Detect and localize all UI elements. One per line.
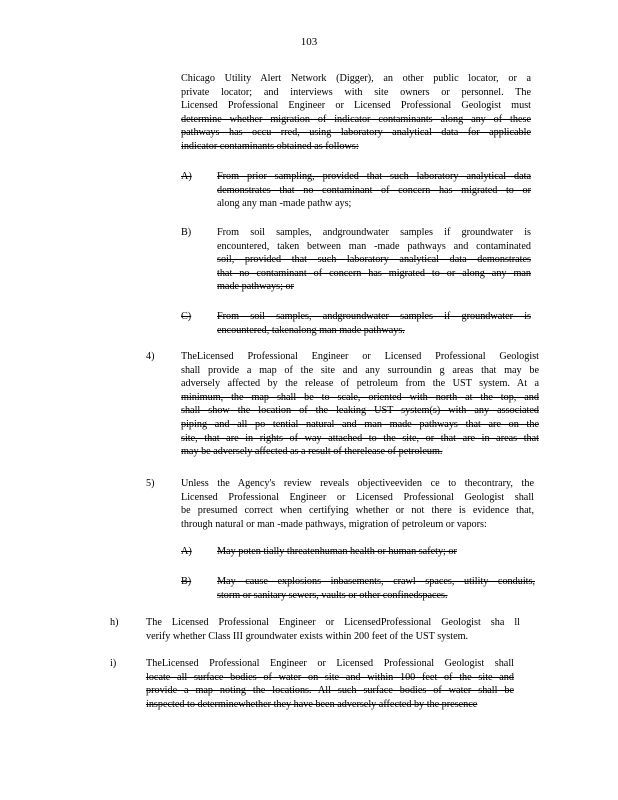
text-line: pathways has occu rred, using laboratory analytical data for applicable	[181, 127, 531, 139]
text-line: provide a map noting the locations. All such surface bodies of water shall be	[146, 685, 514, 697]
text-line: From soil samples, andgroundwater samples if groundwater is	[217, 311, 531, 322]
text-line: site, that are in rights of way attached to the site, or that are in areas that	[181, 432, 539, 444]
text-line: Unless the Agency's review reveals objectiveeviden ce to thecontrary, the	[181, 478, 534, 489]
text-line: storm or sanitary sewers, vaults or other confinedspaces.	[217, 589, 448, 601]
text-line: made pathways; or	[217, 281, 294, 293]
item-label-4: 4)	[146, 351, 155, 362]
text-line: locate all surface bodies of water on site and within 100 feet of the site and	[146, 671, 514, 683]
text-line: From soil samples, andgroundwater samples if groundwater is	[217, 227, 531, 238]
sublist-label-a: A)	[181, 546, 192, 557]
text-line: Licensed Professional Engineer or Licensed Professional Geologist must	[181, 100, 531, 112]
text-line: indicator contaminants obtained as follows:	[181, 140, 359, 152]
list-item-text	[217, 170, 531, 211]
text-line: Licensed Professional Engineer or Licensed Professional Geologist shall	[181, 491, 534, 503]
text-line: encountered, takenalong man made pathways.	[217, 324, 405, 336]
text-line: May cause explosions inbasements, crawl spaces, utility conduits,	[217, 576, 535, 587]
text-line: through natural or man -made pathways, migration of petroleum or vapors:	[181, 518, 487, 530]
item-h-paragraph	[146, 616, 520, 643]
text-line: along any man -made pathw ays;	[217, 198, 352, 210]
list-item-text	[217, 226, 531, 294]
text-line: shall show the location of the leaking UST system(s) with any associated	[181, 405, 539, 417]
text-line: piping and all po tential natural and man made pathways that are on the	[181, 418, 539, 430]
text-line: Chicago Utility Alert Network (Digger), an other public locator, or a	[181, 73, 531, 84]
text-line: determine whether migration of indicator contaminants along any of these	[181, 113, 531, 125]
text-line: soil, provided that such laboratory analytical data demonstrates	[217, 254, 531, 266]
text-line: TheLicensed Professional Engineer or Licensed Professional Geologist shall	[146, 658, 514, 669]
text-line: be presumed correct when certifying whether or not there is evidence that,	[181, 505, 534, 517]
text-line: shall provide a map of the site and any surroundin g areas that may be	[181, 364, 539, 376]
text-line: adversely affected by the release of petroleum from the UST system. At a	[181, 378, 539, 390]
intro-paragraph	[181, 72, 531, 154]
page-number: 103	[300, 36, 318, 48]
sublist-item-text	[217, 575, 535, 602]
text-line: TheLicensed Professional Engineer or Licensed Professional Geologist	[181, 351, 539, 362]
text-line: demonstrates that no contaminant of concern has migrated to or	[217, 184, 531, 196]
item-label-h: h)	[110, 617, 119, 628]
text-line: encountered, taken between man -made pathways and contaminated	[217, 240, 531, 252]
text-line: The Licensed Professional Engineer or LicensedProfessional Geologist sha ll	[146, 617, 520, 628]
list-label-a: A)	[181, 171, 192, 182]
text-line: private locator; and interviews with site owners or personnel. The	[181, 86, 531, 98]
sublist-item-text	[217, 545, 535, 559]
item-i-paragraph	[146, 657, 514, 711]
text-line: inspected to determinewhether they have been adversely affected by the presence	[146, 698, 478, 710]
text-line: verify whether Class III groundwater exists within 200 feet of the UST system.	[146, 630, 469, 642]
text-line: that no contaminant of concern has migrated to or along any man	[217, 267, 531, 279]
text-line: may be adversely affected as a result of therelease of petroleum.	[181, 446, 443, 458]
text-line: From prior sampling, provided that such laboratory analytical data	[217, 171, 531, 182]
item-label-5: 5)	[146, 478, 155, 489]
text-line: May poten tially threatenhuman health or human safety; or	[217, 546, 457, 557]
list-label-b: B)	[181, 227, 192, 238]
list-label-c: C)	[181, 311, 192, 322]
item-5-paragraph	[181, 477, 534, 531]
sublist-label-b: B)	[181, 576, 192, 587]
item-4-paragraph	[181, 350, 539, 459]
list-item-text	[217, 310, 531, 337]
text-line: minimum, the map shall be to scale, oriented with north at the top, and	[181, 391, 539, 403]
item-label-i: i)	[110, 658, 117, 669]
